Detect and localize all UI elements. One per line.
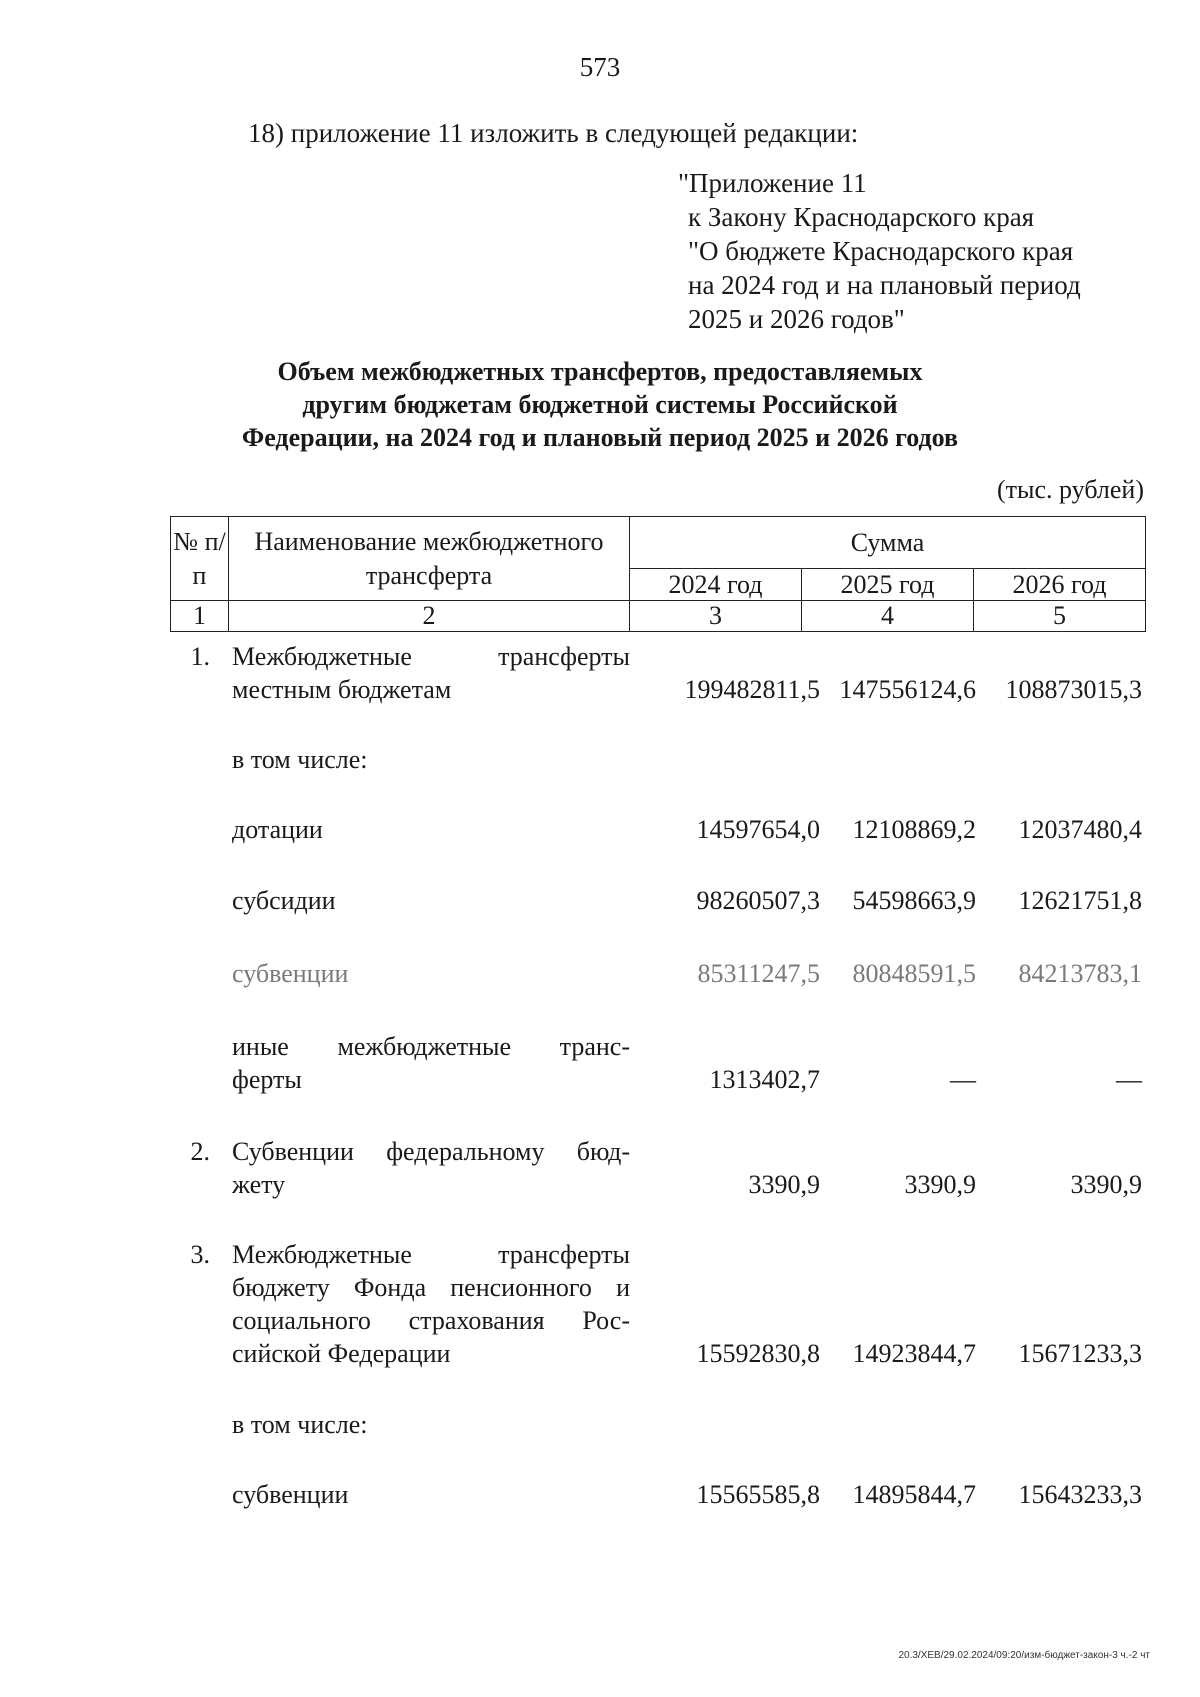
value-2025: 3390,9	[904, 1170, 976, 1199]
value-2026: —	[1116, 1065, 1142, 1094]
row-name-line: в том числе:	[232, 1410, 368, 1439]
header-name: Наименование межбюджетного трансферта	[229, 517, 630, 601]
value-2024: 15592830,8	[696, 1339, 820, 1368]
row-name-line: Субвенции федеральному бюд-	[232, 1137, 630, 1166]
value-2025: 147556124,6	[839, 675, 976, 704]
value-2024: 14597654,0	[696, 815, 820, 844]
value-2025: 14895844,7	[852, 1480, 976, 1509]
row-name	[232, 743, 630, 776]
col-number: 2	[229, 601, 630, 632]
header-num: № п/п	[171, 517, 229, 601]
title-line: Объем межбюджетных трансфертов, предоставляемых	[277, 357, 923, 386]
value-2026: 12621751,8	[1018, 886, 1142, 915]
header-year: 2024 год	[630, 569, 802, 601]
table-header	[170, 516, 1146, 632]
value-2025: 54598663,9	[852, 886, 976, 915]
intro-text: 18) приложение 11 изложить в следующей редакции:	[248, 118, 859, 148]
col-number: 5	[974, 601, 1146, 632]
value-2024: 15565585,8	[696, 1480, 820, 1509]
value-2026: 15643233,3	[1018, 1480, 1142, 1509]
value-2026: 84213783,1	[1018, 959, 1142, 988]
value-2025: 12108869,2	[852, 815, 976, 844]
value-2024: 199482811,5	[684, 675, 820, 704]
header-year: 2026 год	[974, 569, 1146, 601]
value-2024: 85311247,5	[697, 959, 820, 988]
row-name-line: жету	[232, 1170, 286, 1199]
page-number: 573	[579, 52, 621, 82]
annex-line: "О бюджете Краснодарского края	[688, 236, 1074, 266]
row-name-line: Межбюджетные трансферты	[232, 642, 630, 671]
value-2026: 108873015,3	[1005, 675, 1142, 704]
col-number: 1	[171, 601, 229, 632]
row-name-line: субвенции	[232, 959, 349, 988]
row-name-line: субвенции	[232, 1480, 349, 1509]
value-2026: 12037480,4	[1018, 815, 1142, 844]
annex-line: 2025 и 2026 годов"	[688, 304, 905, 334]
title-line: другим бюджетам бюджетной системы Российской	[302, 390, 898, 419]
row-number: 1.	[190, 642, 210, 671]
annex-line: на 2024 год и на плановый период	[688, 270, 1081, 300]
row-name-line: в том числе:	[232, 745, 368, 774]
annex-line: к Закону Краснодарского края	[688, 202, 1035, 232]
document-title	[0, 355, 1200, 454]
row-name-line: Межбюджетные трансферты	[232, 1240, 630, 1269]
row-number: 2.	[190, 1137, 210, 1166]
unit-label: (тыс. рублей)	[996, 475, 1144, 504]
annex-heading	[678, 166, 1081, 336]
row-number: 3.	[190, 1240, 210, 1269]
row-name-line: местным бюджетам	[232, 675, 452, 704]
row-name-line: иные межбюджетные транс-	[232, 1032, 630, 1061]
title-line: Федерации, на 2024 год и плановый период 2025 и 2026 годов	[241, 423, 959, 452]
row-name-line: сийской Федерации	[232, 1339, 451, 1368]
row-name-line: бюджету Фонда пенсионного и	[232, 1273, 630, 1302]
row-name-line: социального страхования Рос-	[232, 1306, 630, 1335]
row-name-line: ферты	[232, 1065, 302, 1094]
value-2025: 14923844,7	[852, 1339, 976, 1368]
value-2026: 3390,9	[1070, 1170, 1142, 1199]
header-sum: Сумма	[630, 517, 1146, 569]
value-2026: 15671233,3	[1018, 1339, 1142, 1368]
footer-code: 20.3/ХЕВ/29.02.2024/09:20/изм-бюджет-закон-3 ч.-2 чт	[898, 1650, 1150, 1661]
value-2025: —	[950, 1065, 976, 1094]
annex-line: "Приложение 11	[678, 168, 867, 198]
value-2024: 3390,9	[748, 1170, 820, 1199]
value-2024: 1313402,7	[709, 1065, 820, 1094]
header-year: 2025 год	[802, 569, 974, 601]
col-number: 4	[802, 601, 974, 632]
value-2025: 80848591,5	[852, 959, 976, 988]
col-number: 3	[630, 601, 802, 632]
row-name-line: субсидии	[232, 886, 336, 915]
row-name	[232, 1408, 630, 1441]
value-2024: 98260507,3	[696, 886, 820, 915]
row-name-line: дотации	[232, 815, 323, 844]
